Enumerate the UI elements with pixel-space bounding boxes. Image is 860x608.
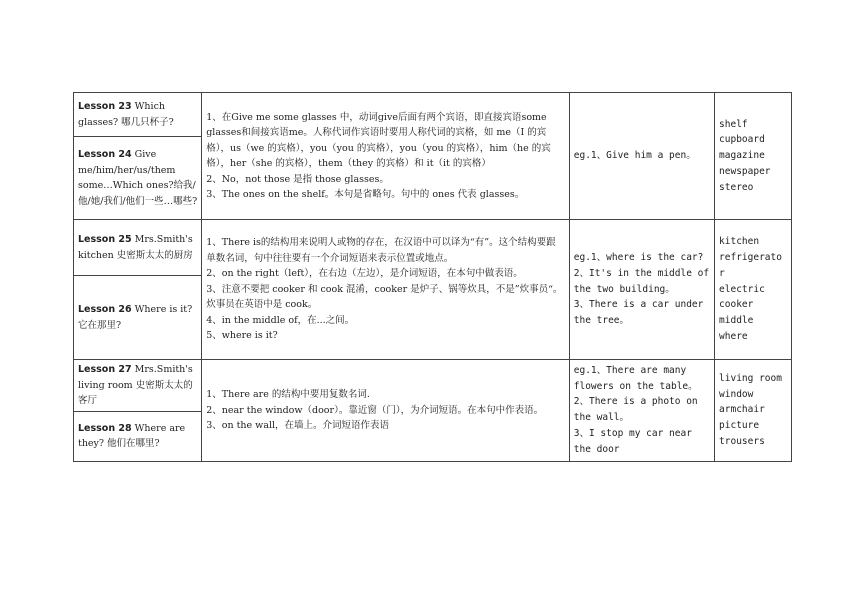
example-line: 2、It's in the middle of the two building。 bbox=[573, 267, 710, 295]
example-line: eg.1、Give him a pen。 bbox=[573, 150, 696, 162]
lesson-number: Lesson 28 bbox=[78, 422, 132, 434]
lesson-number: Lesson 26 bbox=[78, 304, 132, 315]
vocab-word: living room bbox=[719, 372, 782, 384]
examples-cell bbox=[569, 360, 714, 462]
vocab-word: electric bbox=[719, 283, 765, 295]
words-cell bbox=[715, 360, 792, 462]
lesson-number: Lesson 23 bbox=[78, 101, 132, 112]
vocab-word: middle bbox=[719, 315, 754, 327]
lesson-title: Which glasses? 哪几只杯子? bbox=[78, 101, 174, 128]
note-line: 2、near the window（door）。靠近窗（门），为介词短语。在本句中作表语。 bbox=[206, 404, 544, 416]
vocab-word: refrigerator bbox=[719, 252, 782, 279]
notes-cell bbox=[202, 93, 570, 220]
table-row bbox=[74, 93, 792, 137]
vocab-word: magazine bbox=[719, 150, 765, 162]
lesson-cell bbox=[74, 220, 202, 276]
lesson-title: Mrs.Smith's kitchen 史密斯太太的厨房 bbox=[78, 234, 193, 261]
vocab-word: where bbox=[719, 330, 748, 342]
vocab-word: picture bbox=[719, 420, 760, 432]
vocab-word: window bbox=[719, 388, 754, 400]
note-line: 2、on the right（left），在右边（左边），是介词短语，在本句中做表语。 bbox=[206, 268, 523, 280]
example-line: 3、There is a car under the tree。 bbox=[573, 299, 704, 327]
vocab-word: trousers bbox=[719, 435, 765, 447]
lesson-cell bbox=[74, 137, 202, 220]
vocab-word: shelf bbox=[719, 118, 748, 130]
lesson-title: Give me/him/her/us/them some…Which ones?给我/他/她/我们/他们一些…哪些? bbox=[78, 149, 198, 207]
note-line: 2、No，not those 是指 those glasses。 bbox=[206, 173, 389, 185]
lesson-number: Lesson 24 bbox=[78, 149, 132, 160]
note-line: 3、The ones on the shelf。本句是省略句。句中的 ones 代表 glasses。 bbox=[206, 189, 525, 200]
note-line: 1、There are 的结构中要用复数名词. bbox=[206, 389, 370, 400]
example-line: eg.1、There are many flowers on the table。 bbox=[573, 364, 698, 392]
note-line: 4、in the middle of，在...之间。 bbox=[206, 314, 355, 326]
vocab-word: cooker bbox=[719, 299, 754, 311]
vocab-word: kitchen bbox=[719, 236, 760, 248]
lesson-table bbox=[73, 92, 792, 462]
examples-cell bbox=[569, 220, 714, 360]
lesson-cell bbox=[74, 93, 202, 137]
lesson-cell bbox=[74, 360, 202, 412]
example-line: 2、There is a photo on the wall。 bbox=[573, 396, 698, 424]
example-line: 3、I stop my car near the door bbox=[573, 428, 692, 455]
examples-cell bbox=[569, 93, 714, 220]
lesson-number: Lesson 27 bbox=[78, 364, 132, 375]
note-line: 1、There is的结构用来说明人或物的存在，在汉语中可以译为“有”。这个结构要跟单数名词，句中往往要有一个介词短语来表示位置或地点。 bbox=[206, 237, 556, 264]
lesson-title: Mrs.Smith's living room 史密斯太太的客厅 bbox=[78, 364, 193, 406]
vocab-word: cupboard bbox=[719, 134, 765, 146]
note-line: 1、在Give me some glasses 中，动词give后面有两个宾语，即直接宾语some glasses和间接宾语me。人称代词作宾语时要用人称代词的宾格，如 me（I 的宾格），us（we 的宾格），you（you 的宾格），you（you 的宾格），him（he 的宾格），her（she 的宾格），them（they 的宾格）和 it（it 的宾格） bbox=[206, 111, 551, 169]
lesson-cell bbox=[74, 411, 202, 461]
note-line: 3、注意不要把 cooker 和 cook 混淆，cooker 是炉子、锅等炊具，不是”炊事员“。炊事员在英语中是 cook。 bbox=[206, 283, 563, 311]
notes-cell bbox=[202, 220, 570, 360]
vocab-word: newspaper bbox=[719, 165, 771, 177]
words-cell bbox=[715, 93, 792, 220]
vocab-word: armchair bbox=[719, 404, 765, 416]
vocab-word: stereo bbox=[719, 181, 754, 193]
table-row bbox=[74, 220, 792, 276]
lesson-title: Where is it? 它在那里? bbox=[78, 304, 193, 331]
table-row bbox=[74, 360, 792, 412]
lesson-title: Where are they? 他们在哪里? bbox=[78, 422, 186, 449]
notes-cell bbox=[202, 360, 570, 462]
note-line: 5、where is it? bbox=[206, 330, 278, 342]
note-line: 3、on the wall，在墙上。介词短语作表语 bbox=[206, 420, 390, 431]
lesson-number: Lesson 25 bbox=[78, 234, 132, 245]
lesson-cell bbox=[74, 276, 202, 360]
example-line: eg.1、where is the car? bbox=[573, 252, 704, 263]
words-cell bbox=[715, 220, 792, 360]
